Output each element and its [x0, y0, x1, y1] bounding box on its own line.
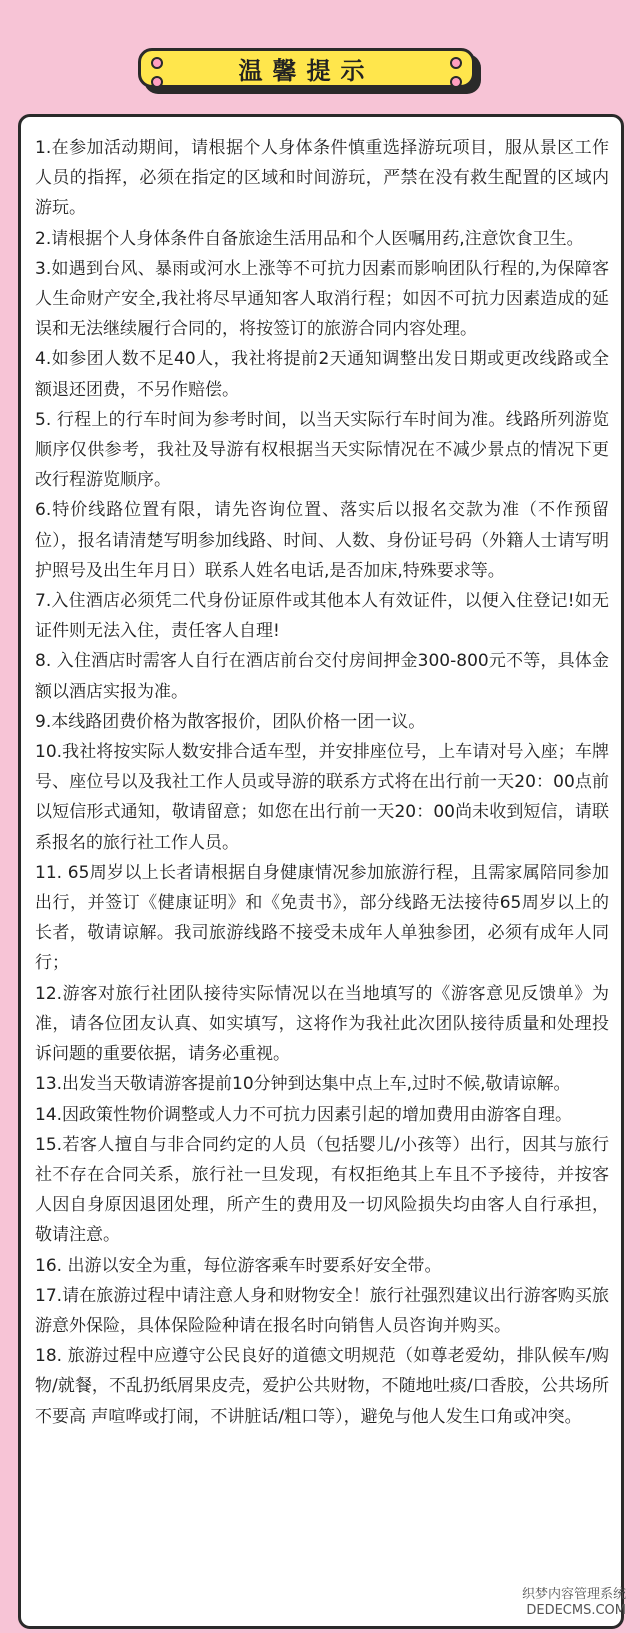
tip-item-17: 17.请在旅游过程中请注意人身和财物安全！旅行社强烈建议出行游客购买旅游意外保险，具体保险险种请在报名时向销售人员咨询并购买。	[35, 1285, 609, 1336]
tip-item-7: 7.入住酒店必须凭二代身份证原件或其他本人有效证件，以便入住登记!如无证件则无法入住，责任客人自理!	[35, 591, 609, 642]
tip-item-11: 11. 65周岁以上长者请根据自身健康情况参加旅游行程，且需家属陪同参加出行，并签订《健康证明》和《免责书》，部分线路无法接待65周岁以上的长者，敬请谅解。我司旅游线路不接受未成年人单独参团，必须有成年人同行；	[35, 862, 609, 974]
tip-item-2: 2.请根据个人身体条件自备旅途生活用品和个人医嘱用药,注意饮食卫生。	[35, 228, 584, 249]
tip-item-6: 6.特价线路位置有限，请先咨询位置、落实后以报名交款为准（不作预留位），报名请清楚写明参加线路、时间、人数、身份证号码（外籍人士请写明护照号及出生年月日）联系人姓名电话,是否加床,特殊要求等。	[35, 500, 609, 581]
dot-icon	[151, 76, 163, 88]
tip-item-3: 3.如遇到台风、暴雨或河水上涨等不可抗力因素而影响团队行程的,为保障客人生命财产安全,我社将尽早通知客人取消行程；如因不可抗力因素造成的延误和无法继续履行合同的，将按签订的旅游合同内容处理。	[35, 258, 609, 340]
page-title	[138, 48, 475, 88]
tip-item-4: 4.如参团人数不足40人，我社将提前2天通知调整出发日期或更改线路或全额退还团费，不另作赔偿。	[35, 349, 609, 400]
tip-item-5: 5. 行程上的行车时间为参考时间，以当天实际行车时间为准。线路所列游览顺序仅供参考，我社及导游有权根据当天实际情况在不减少景点的情况下更改行程游览顺序。	[35, 409, 609, 491]
dot-icon	[450, 76, 462, 88]
tip-item-14: 14.因政策性物价调整或人力不可抗力因素引起的增加费用由游客自理。	[35, 1104, 573, 1125]
tip-item-9: 9.本线路团费价格为散客报价，团队价格一团一议。	[35, 711, 426, 732]
page-title-text: 温馨提示	[238, 56, 375, 85]
title-banner	[138, 48, 485, 96]
tip-item-18: 18. 旅游过程中应遵守公民良好的道德文明规范（如尊老爱幼，排队候车/购物/就餐，不乱扔纸屑果皮壳，爱护公共财物，不随地吐痰/口香胶，公共场所不要高 声喧哗或打闹，不讲脏话/粗口等），避免与他人发生口角或冲突。	[35, 1346, 609, 1427]
tip-item-1: 1.在参加活动期间，请根据个人身体条件慎重选择游玩项目，服从景区工作人员的指挥，必须在指定的区域和时间游玩，严禁在没有救生配置的区域内游玩。	[35, 138, 609, 219]
tips-list	[35, 133, 609, 1432]
watermark-line-2: DEDECMS.COM	[526, 1603, 626, 1618]
tip-item-16: 16. 出游以安全为重，每位游客乘车时要系好安全带。	[35, 1255, 442, 1276]
watermark	[522, 1587, 626, 1619]
watermark-line-1: 织梦内容管理系统	[521, 1587, 626, 1602]
left-dots-decoration	[151, 57, 163, 88]
tip-item-8: 8. 入住酒店时需客人自行在酒店前台交付房间押金300-800元不等，具体金额以酒店实报为准。	[35, 651, 609, 702]
tips-panel	[18, 114, 624, 1629]
dot-icon	[151, 57, 163, 69]
tip-item-12: 12.游客对旅行社团队接待实际情况以在当地填写的《游客意见反馈单》为准，请各位团友认真、如实填写，这将作为我社此次团队接待质量和处理投诉问题的重要依据，请务必重视。	[35, 983, 609, 1065]
dot-icon	[450, 57, 462, 69]
tip-item-13: 13.出发当天敬请游客提前10分钟到达集中点上车,过时不候,敬请谅解。	[35, 1074, 571, 1095]
right-dots-decoration	[450, 57, 462, 88]
tip-item-15: 15.若客人擅自与非合同约定的人员（包括婴儿/小孩等）出行，因其与旅行社不存在合同关系，旅行社一旦发现，有权拒绝其上车且不予接待，并按客人因自身原因退团处理，所产生的费用及一切风险损失均由客人自行承担，敬请注意。	[35, 1134, 609, 1246]
tip-item-10: 10.我社将按实际人数安排合适车型，并安排座位号，上车请对号入座；车牌号、座位号以及我社工作人员或导游的联系方式将在出行前一天20：00点前以短信形式通知，敬请留意；如您在出行前一天20：00尚未收到短信，请联系报名的旅行社工作人员。	[35, 742, 609, 853]
